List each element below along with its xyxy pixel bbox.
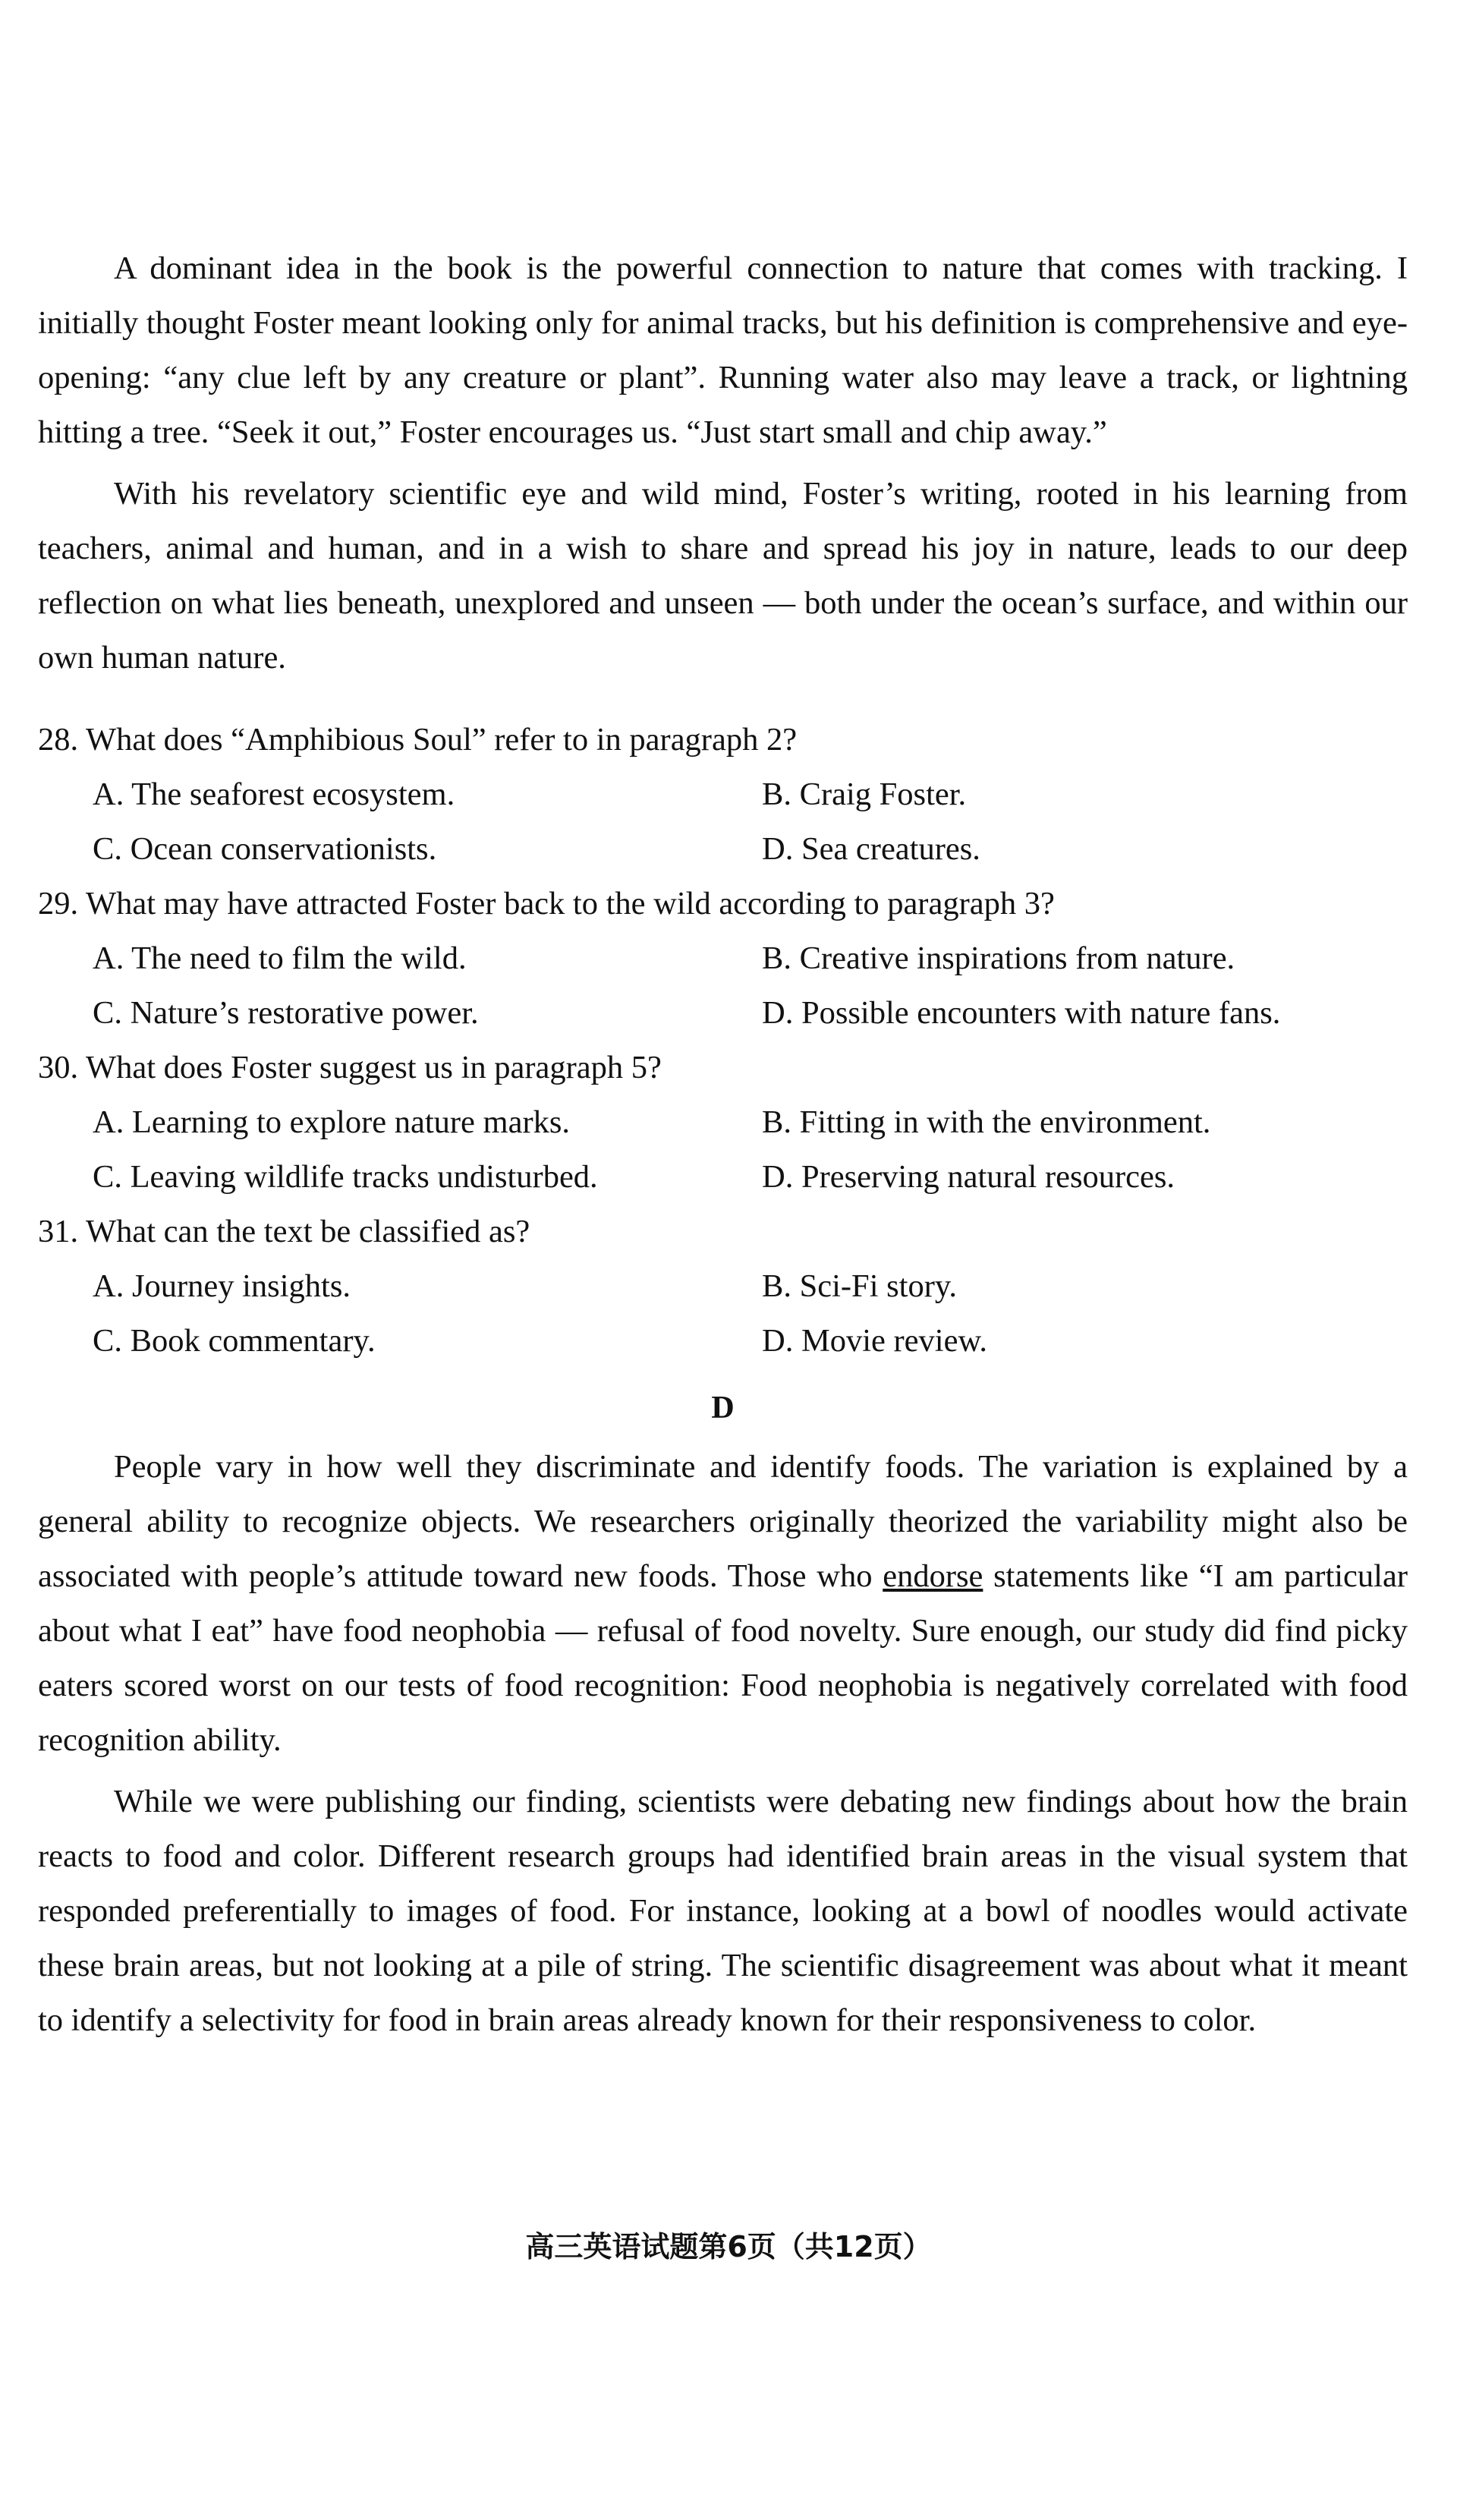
question-28	[38, 713, 1408, 877]
paragraph-text: People vary in how well they discriminate and identify foods. The variation is explained by a general ability to recognize objects. We researchers originally theorized the variability might also be associated with people’s attitude toward new foods. Those who	[38, 1449, 1408, 1594]
paragraph-text: statements like “I am particular about what I eat” have food neophobia — refusal of food novelty. Sure enough, our study did find picky eaters scored worst on our tests of food recognition: Food neophobia is negatively correlated with food recognition ability.	[38, 1558, 1408, 1758]
question-list	[38, 713, 1408, 1369]
option-c: C. Leaving wildlife tracks undisturbed.	[93, 1159, 598, 1195]
passage-paragraph: While we were publishing our finding, scientists were debating new findings about how the brain reacts to food and color. Different research groups had identified brain areas in the visual system that responded preferentially to images of food. For instance, looking at a bowl of noodles would activate these brain areas, but not looking at a pile of string. The scientific disagreement was about what it meant to identify a selectivity for food in brain areas already known for their responsiveness to color.	[38, 1784, 1408, 2038]
question-stem: 30. What does Foster suggest us in paragraph 5?	[38, 1050, 662, 1085]
option-a: A. Journey insights.	[93, 1268, 351, 1304]
option-a: A. Learning to explore nature marks.	[93, 1104, 571, 1140]
question-stem: 29. What may have attracted Foster back to the wild according to paragraph 3?	[38, 886, 1055, 921]
question-stem: 31. What can the text be classified as?	[38, 1214, 530, 1249]
question-30	[38, 1041, 1408, 1205]
option-row	[38, 1314, 1408, 1369]
option-c: C. Ocean conservationists.	[93, 831, 437, 867]
option-row	[38, 822, 1408, 877]
option-c: C. Book commentary.	[93, 1323, 376, 1359]
question-29	[38, 877, 1408, 1041]
page-footer: 高三英语试题第6页（共12页）	[525, 2230, 932, 2263]
option-d: D. Possible encounters with nature fans.	[762, 995, 1281, 1031]
question-31	[38, 1205, 1408, 1369]
option-b: B. Sci-Fi story.	[762, 1268, 957, 1304]
question-stem: 28. What does “Amphibious Soul” refer to in paragraph 2?	[38, 722, 798, 758]
option-b: B. Creative inspirations from nature.	[762, 940, 1235, 976]
underlined-word: endorse	[883, 1558, 983, 1594]
option-d: D. Preserving natural resources.	[762, 1159, 1175, 1195]
section-heading: D	[711, 1391, 735, 1425]
option-row	[38, 986, 1408, 1041]
option-row	[38, 1095, 1408, 1150]
option-row	[38, 1259, 1408, 1314]
passage-paragraph: A dominant idea in the book is the powerful connection to nature that comes with tracking. I initially thought Foster meant looking only for animal tracks, but his definition is comprehensive and eye-opening: “any clue left by any creature or plant”. Running water also may leave a track, or lightning hitting a tree. “Seek it out,” Foster encourages us. “Just start small and chip away.”	[38, 250, 1408, 450]
passage-paragraph	[38, 1440, 1408, 1768]
option-a: A. The need to film the wild.	[93, 940, 467, 976]
passage-paragraph: With his revelatory scientific eye and wild mind, Foster’s writing, rooted in his learning from teachers, animal and human, and in a wish to share and spread his joy in nature, leads to our deep reflection on what lies beneath, unexplored and unseen — both under the ocean’s surface, and within our own human nature.	[38, 476, 1408, 676]
option-d: D. Movie review.	[762, 1323, 988, 1359]
option-b: B. Craig Foster.	[762, 776, 967, 812]
option-row	[38, 1150, 1408, 1205]
option-c: C. Nature’s restorative power.	[93, 995, 479, 1031]
option-d: D. Sea creatures.	[762, 831, 980, 867]
option-b: B. Fitting in with the environment.	[762, 1104, 1211, 1140]
option-row	[38, 931, 1408, 986]
option-row	[38, 767, 1408, 822]
option-a: A. The seaforest ecosystem.	[93, 776, 455, 812]
exam-page	[38, 241, 1408, 2055]
